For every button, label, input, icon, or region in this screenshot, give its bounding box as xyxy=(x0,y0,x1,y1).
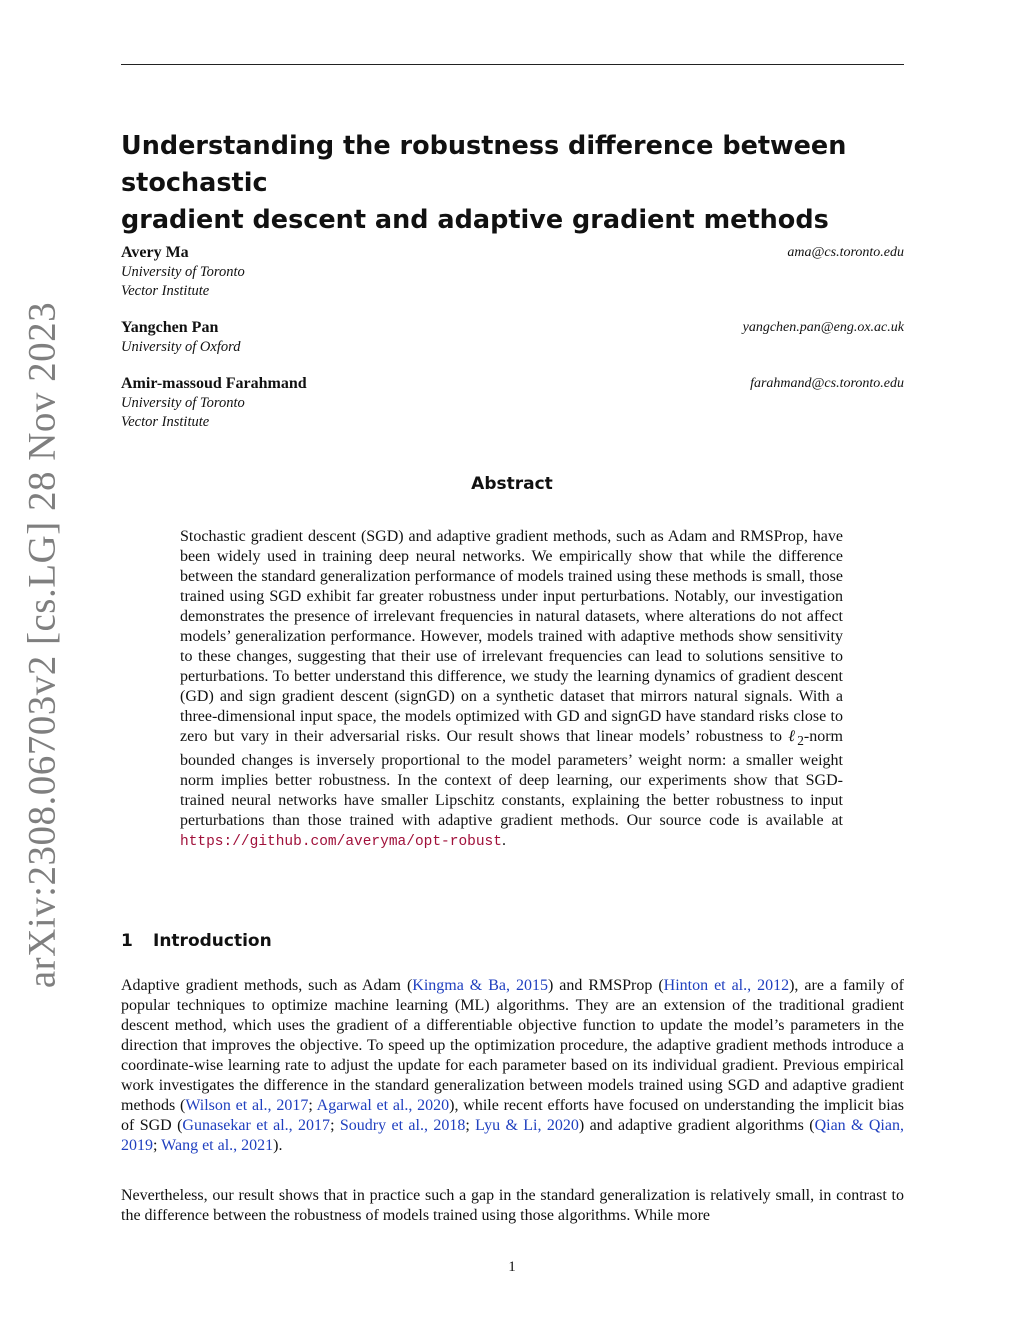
author-affiliation: Vector Institute xyxy=(121,413,210,430)
author-email[interactable]: ama@cs.toronto.edu xyxy=(787,245,904,260)
intro-paragraph-2: Nevertheless, our result shows that in practice such a gap in the standard generalization is relatively small, in contrast to the difference between the robustness of models trained using those algorithms. While more xyxy=(121,1187,904,1224)
text-run: ), while recent efforts have focused on understanding the implicit bias of SGD ( xyxy=(121,1097,905,1134)
abstract-body xyxy=(180,527,843,852)
l2-norm-symbol: ℓ xyxy=(788,728,798,745)
author-email[interactable]: farahmand@cs.toronto.edu xyxy=(750,376,904,391)
abstract-heading: Abstract xyxy=(471,474,553,494)
section-title: Introduction xyxy=(153,931,272,951)
author-block-3 xyxy=(121,374,904,431)
page-number: 1 xyxy=(508,1259,516,1275)
l2-norm-subscript: 2 xyxy=(797,733,804,749)
citation-link[interactable]: Gunasekar et al., 2017 xyxy=(182,1117,331,1134)
section-number: 1 xyxy=(121,931,133,951)
citation-link[interactable]: Wilson et al., 2017 xyxy=(185,1097,309,1114)
paper-title xyxy=(121,128,921,239)
author-email[interactable]: yangchen.pan@eng.ox.ac.uk xyxy=(742,320,904,335)
author-name: Avery Ma xyxy=(121,244,189,261)
title-line-1: Understanding the robustness difference between stochastic xyxy=(121,131,847,198)
text-run: ; xyxy=(465,1117,476,1134)
author-affiliation: Vector Institute xyxy=(121,282,210,299)
author-affiliation: University of Toronto xyxy=(121,264,245,280)
top-rule xyxy=(121,64,904,65)
citation-link[interactable]: Agarwal et al., 2020 xyxy=(316,1097,450,1114)
author-name: Amir-massoud Farahmand xyxy=(121,375,307,392)
citation-link[interactable]: Qian & Qian, 2019 xyxy=(121,1117,904,1154)
abstract-text: Stochastic gradient descent (SGD) and adaptive gradient methods, such as Adam and RMSProp, have been widely used in training deep neural networks. We empirically show that while the difference between the standard generalization performance of models trained using these methods is small, those trained using SGD exhibit far greater robustness under input perturbations. Notably, our investigation demonstrates the presence of irrelevant frequencies in natural datasets, where alterations do not affect models’ generalization performance. However, models trained with adaptive methods show sensitivity to these changes, suggesting that their use of irrelevant frequencies can lead to solutions sensitive to perturbations. To better understand this difference, we study the learning dynamics of gradient descent (GD) and sign gradient descent (signGD) on a synthetic dataset that mirrors natural signals. With a three-dimensional input space, the models optimized with GD and signGD have standard risks close to zero but vary in their adversarial risks. Our result shows that linear models’ robustness to xyxy=(180,528,843,745)
author-block-1 xyxy=(121,243,904,300)
citation-link[interactable]: Lyu & Li, 2020 xyxy=(475,1117,579,1134)
text-run: ; xyxy=(308,1097,317,1114)
abstract-text: -norm bounded changes is inversely proportional to the model parameters’ weight norm: a smaller weight norm implies better robustness. In the context of deep learning, our experiments show that SGD-trained neural networks have smaller Lipschitz constants, explaining the better robustness to input perturbations than those trained with adaptive gradient methods. Our source code is available at xyxy=(180,728,843,830)
section-heading-introduction xyxy=(121,931,272,951)
citation-link[interactable]: Soudry et al., 2018 xyxy=(339,1117,466,1134)
text-run: ; xyxy=(153,1137,162,1154)
author-affiliation: University of Toronto xyxy=(121,395,245,411)
citation-link[interactable]: Hinton et al., 2012 xyxy=(663,977,790,994)
text-run: ) and RMSProp ( xyxy=(547,977,664,994)
text-run: ). xyxy=(273,1137,283,1154)
citation-link[interactable]: Wang et al., 2021 xyxy=(161,1137,274,1154)
intro-paragraph-1 xyxy=(121,976,904,1156)
text-run: ) and adaptive gradient algorithms ( xyxy=(578,1117,815,1134)
text-run: Adaptive gradient methods, such as Adam ( xyxy=(121,977,413,994)
author-affiliation: University of Oxford xyxy=(121,339,241,355)
author-block-2 xyxy=(121,318,904,357)
abstract-end: . xyxy=(501,832,506,850)
author-name: Yangchen Pan xyxy=(121,319,219,336)
text-run: ; xyxy=(330,1117,340,1134)
citation-link[interactable]: Kingma & Ba, 2015 xyxy=(412,977,548,994)
text-run: ), are a family of popular techniques to optimize machine learning (ML) algorithms. They are an extension of the traditional gradient descent method, which uses the gradient of a differentiable objective function to update the model’s parameters in the direction that improves the objective. To speed up the optimization procedure, the adaptive gradient methods introduce a coordinate-wise learning rate to adjust the update for each parameter based on its individual gradient. Previous empirical work investigates the difference in the standard generalization between models trained using SGD and adaptive gradient methods ( xyxy=(121,977,905,1114)
source-code-link[interactable]: https://github.com/averyma/opt-robust xyxy=(180,834,502,851)
arxiv-identifier: arXiv:2308.06703v2 [cs.LG] 28 Nov 2023 xyxy=(20,301,64,989)
title-line-2: gradient descent and adaptive gradient methods xyxy=(121,205,829,235)
